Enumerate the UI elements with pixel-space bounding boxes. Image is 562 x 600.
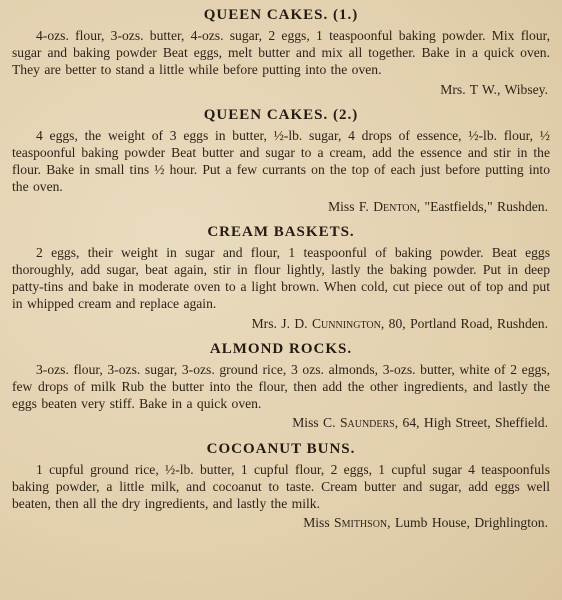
recipe-author — [12, 414, 548, 431]
recipe-queen-cakes-1 — [12, 6, 550, 98]
recipe-title: COCOANUT BUNS. — [206, 440, 356, 457]
recipe-author — [12, 514, 548, 531]
author-address: , 80, Portland Road, Rushden. — [380, 315, 548, 331]
recipe-author — [12, 198, 548, 215]
author-prefix: Miss F. — [328, 198, 374, 214]
author-surname: Denton — [373, 198, 417, 214]
author-prefix: Miss C. — [292, 415, 340, 431]
recipe-body: 4-ozs. flour, 3-ozs. butter, 4-ozs. sugar, 2 eggs, 1 teaspoonful baking powder. Mix flour, sugar and baking powder Beat eggs, melt butter and mix all together. Bake in a quick oven. They are better to stand a little while before putting into the oven. — [12, 28, 550, 78]
author-address: , 64, High Street, Sheffield. — [394, 415, 548, 431]
recipe-cream-baskets — [12, 223, 550, 332]
recipe-title: CREAM BASKETS. — [207, 223, 355, 240]
recipe-title: ALMOND ROCKS. — [209, 340, 353, 357]
author-prefix: Mrs. J. D. — [251, 315, 312, 331]
recipe-body: 2 eggs, their weight in sugar and flour, 1 teaspoonful of baking powder. Beat eggs thoroughly, add sugar, beat again, stir in flour lightly, lastly the baking powder. Put in deep patty-tins and bake in moderate oven to a light brown. When cold, cut piece out of top and put in whipped cream and replace again. — [12, 244, 550, 312]
recipe-body: 4 eggs, the weight of 3 eggs in butter, ½-lb. sugar, 4 drops of essence, ½-lb. flour, ½ teaspoonful baking powder Beat butter and sugar to a cream, add the essence and stir in the flour. Bake in small tins ½ hour. Put a few currants on the top of each just before putting into the oven. — [12, 127, 550, 195]
recipe-title: QUEEN CAKES. (2.) — [203, 106, 359, 123]
author-address: , "Eastfields," Rushden. — [416, 198, 548, 214]
recipe-title: QUEEN CAKES. (1.) — [203, 7, 359, 23]
author-prefix: Miss — [303, 515, 335, 531]
author-name: Mrs. T W., Wibsey. — [440, 81, 548, 97]
author-surname: Cunnington — [311, 315, 381, 331]
recipe-almond-rocks — [12, 340, 550, 432]
recipe-author — [12, 315, 548, 332]
recipe-body: 3-ozs. flour, 3-ozs. sugar, 3-ozs. ground rice, 3 ozs. almonds, 3-ozs. butter, white of 2 eggs, few drops of milk Rub the butter into the flour, then add the other ingredients, and lastly the eggs beaten very stiff. Bake in a quick oven. — [12, 361, 550, 412]
author-surname: Smithson — [334, 515, 388, 531]
author-surname: Saunders — [339, 415, 395, 431]
recipe-body: 1 cupful ground rice, ½-lb. butter, 1 cupful flour, 2 eggs, 1 cupful sugar 4 teaspoonfuls baking powder, a little milk, and cocoanut to taste. Cream butter and sugar, add eggs well beaten, then all the dry ingredients, and lastly the milk. — [12, 461, 550, 512]
author-address: , Lumb House, Drighlington. — [387, 515, 548, 531]
recipe-author — [12, 81, 548, 98]
recipe-cocoanut-buns — [12, 440, 550, 532]
recipe-queen-cakes-2 — [12, 106, 550, 215]
